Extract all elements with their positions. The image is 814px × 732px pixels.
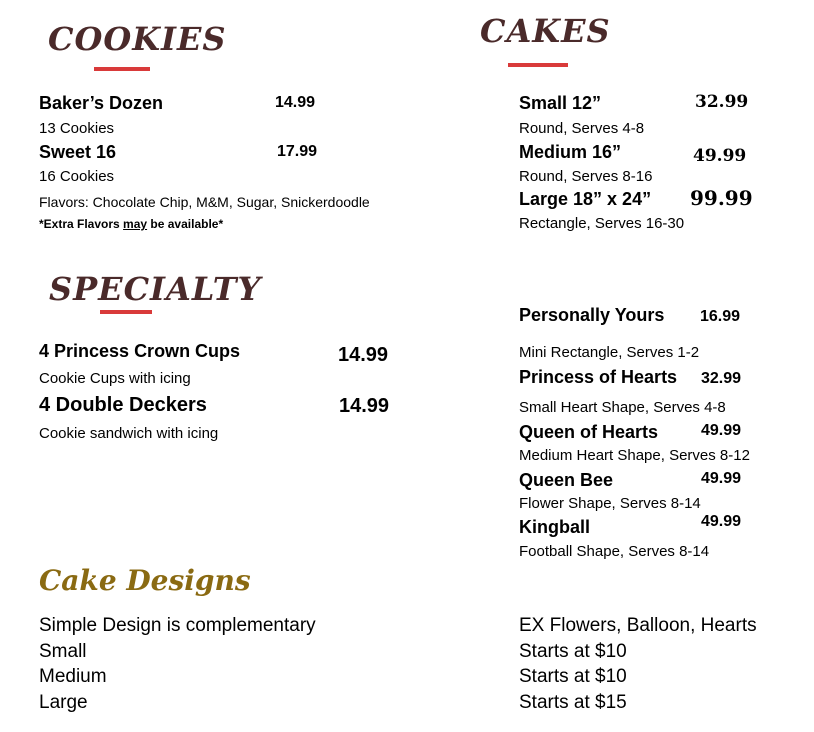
item-desc: Cookie sandwich with icing [39, 425, 219, 442]
item-price: 32.99 [701, 370, 742, 387]
item-price: 49.99 [693, 146, 747, 166]
item-desc: Rectangle, Serves 16-30 [519, 215, 685, 232]
item-name: Baker’s Dozen [39, 93, 164, 113]
item-price: 99.99 [690, 186, 753, 210]
item-desc: Round, Serves 4-8 [519, 120, 645, 137]
extra-flavors-note [39, 217, 223, 231]
note-text: *Extra Flavors [39, 217, 124, 231]
item-desc: 16 Cookies [39, 168, 115, 185]
item-name: Medium 16” [519, 142, 622, 162]
item-desc: Cookie Cups with icing [39, 370, 191, 387]
specialty-underline [100, 310, 152, 314]
cookie-flavors: Flavors: Chocolate Chip, M&M, Sugar, Snickerdoodle [39, 194, 370, 210]
item-desc: Medium Heart Shape, Serves 8-12 [519, 447, 750, 464]
design-label: Medium [39, 666, 107, 687]
cakes-underline [508, 63, 568, 67]
item-desc: Football Shape, Serves 8-14 [519, 543, 710, 560]
item-name: 4 Princess Crown Cups [39, 341, 241, 361]
item-name: Sweet 16 [39, 142, 117, 162]
design-label: Small [39, 641, 87, 662]
item-name: Large 18” x 24” [519, 189, 652, 209]
item-name: Queen Bee [519, 470, 614, 490]
item-name: 4 Double Deckers [39, 394, 207, 416]
item-price: 14.99 [275, 94, 316, 111]
item-price: 14.99 [339, 395, 390, 417]
item-name: Queen of Hearts [519, 422, 659, 442]
item-desc: Round, Serves 8-16 [519, 168, 653, 185]
design-value: Starts at $15 [519, 692, 627, 713]
item-price: 17.99 [277, 143, 318, 160]
item-price: 49.99 [701, 422, 742, 439]
design-label: Simple Design is complementary [39, 615, 316, 636]
item-name: Personally Yours [519, 305, 665, 325]
cookies-heading: COOKIES [48, 20, 227, 58]
item-desc: Flower Shape, Serves 8-14 [519, 495, 701, 512]
design-value: EX Flowers, Balloon, Hearts [519, 615, 757, 636]
item-desc: Small Heart Shape, Serves 4-8 [519, 399, 726, 416]
design-value: Starts at $10 [519, 641, 627, 662]
item-price: 49.99 [701, 513, 742, 530]
item-name: Kingball [519, 517, 590, 537]
cookies-underline [94, 67, 150, 71]
specialty-heading: SPECIALTY [49, 270, 262, 308]
item-name: Princess of Hearts [519, 367, 678, 387]
design-value: Starts at $10 [519, 666, 627, 687]
note-emphasis: may [123, 217, 148, 231]
item-desc: 13 Cookies [39, 120, 115, 137]
item-price: 16.99 [700, 308, 741, 325]
cake-designs-title: Cake Designs [39, 564, 251, 597]
note-text: be available* [147, 217, 224, 231]
item-price: 49.99 [701, 470, 742, 487]
item-price: 14.99 [338, 344, 389, 366]
item-desc: Mini Rectangle, Serves 1-2 [519, 344, 700, 361]
item-name: Small 12” [519, 93, 602, 113]
cakes-heading: CAKES [480, 12, 611, 50]
design-label: Large [39, 692, 88, 713]
item-price: 32.99 [695, 92, 749, 112]
